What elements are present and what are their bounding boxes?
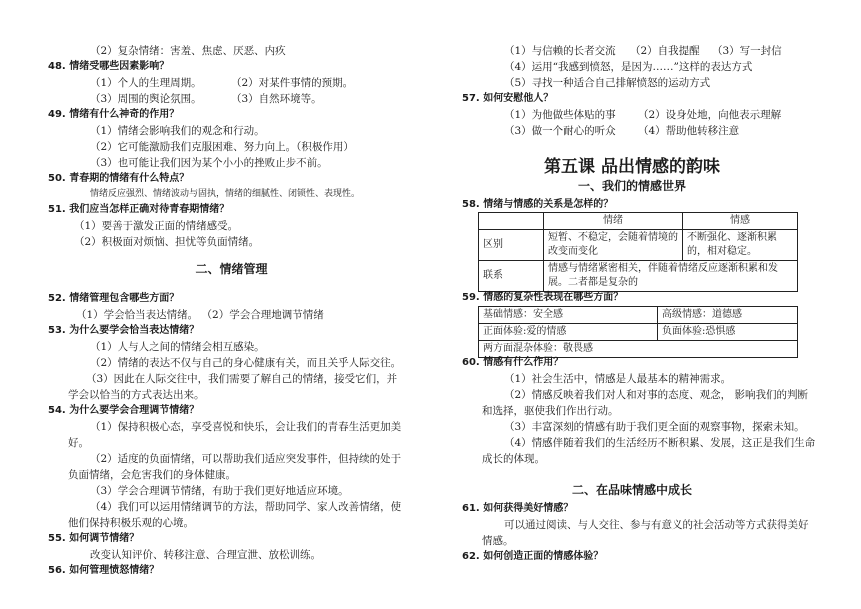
answer-line: （2）自我提醒 (630, 45, 700, 57)
table-cell (479, 213, 544, 230)
question-52: 52. 情绪管理包含哪些方面？ (48, 293, 180, 304)
answer-line: （1）社会生活中，情感是人最基本的精神需求。 (504, 373, 732, 385)
question-57: 57. 如何安慰他人？ (462, 93, 554, 104)
answer-line: （3）丰富深刻的情感有助于我们更全面的观察事物，探索未知。 (504, 421, 805, 433)
text-line: （2）复杂情绪：害羞、焦虑、厌恶、内疚 (90, 45, 286, 57)
answer-line: （1）保持积极心态，享受喜悦和快乐，会让我们的青春生活更加美 (90, 421, 402, 433)
table-cell: 正面体验:爱的情感 (479, 324, 658, 341)
lesson-title: 第五课 品出情感的韵味 (544, 157, 720, 177)
answer-line: （2）适度的负面情绪，可以帮助我们适应突发事件，但持续的处于 (90, 453, 402, 465)
answer-line: （3）学会合理调节情绪，有助于我们更好地适应环境。 (90, 485, 349, 497)
table-header: 情感 (683, 213, 798, 230)
table-header: 情绪 (544, 213, 683, 230)
table-cell: 基础情感：安全感 (479, 307, 658, 324)
answer-line: 改变认知评价、转移注意、合理宣泄、放松训练。 (90, 549, 321, 561)
answer-line: （2）设身处地，向他表示理解 (638, 109, 782, 121)
question-60: 60. 情感有什么作用？ (462, 357, 564, 368)
section-heading: 二、情绪管理 (195, 262, 268, 276)
question-62: 62. 如何创造正面的情感体验？ (462, 551, 604, 562)
table-cell: 不断强化、逐渐积累的，相对稳定。 (683, 230, 798, 261)
answer-line: （2）它可能激励我们克服困难、努力向上。（积极作用） (90, 141, 354, 153)
answer-line: 负面情绪，会危害我们的身体健康。 (68, 469, 236, 481)
table-cell: 情感与情绪紧密相关，伴随着情绪反应逐渐积累和发展。二者都是复杂的 (544, 261, 798, 292)
answer-line: （1）人与人之间的情绪会相互感染。 (90, 341, 265, 353)
answer-line: 和选择，驱使我们作出行动。 (482, 405, 619, 417)
answer-line: （5）寻找一种适合自己排解愤怒的运动方式 (504, 77, 711, 89)
answer-line: 可以通过阅读、与人交往、参与有意义的社会活动等方式获得美好 (504, 519, 809, 531)
answer-line: （4）帮助他转移注意 (638, 125, 740, 137)
answer-line: 成长的体现。 (482, 453, 545, 465)
question-55: 55. 如何调节情绪？ (48, 533, 140, 544)
answer-line: （4）情感伴随着我们的生活经历不断积累、发展，这正是我们生命 (504, 437, 816, 449)
answer-line: （1）为他做些体贴的事 (504, 109, 616, 121)
emotion-feeling-table (478, 212, 798, 292)
table-cell: 高级情感：道德感 (658, 307, 798, 324)
answer-line: 情绪反应强烈、情绪波动与固执，情绪的细腻性、闭锁性、表现性。 (90, 189, 361, 199)
question-53: 53. 为什么要学会恰当表达情绪？ (48, 325, 200, 336)
answer-line: （1）与信赖的长者交流 (504, 45, 616, 57)
answer-line: （3）因此在人际交往中，我们需要了解自己的情绪，接受它们，并 (86, 373, 398, 385)
table-row-label: 区别 (479, 230, 544, 261)
question-61: 61. 如何获得美好情感？ (462, 503, 574, 514)
answer-line: （2）情感反映着我们对人和对事的态度、观念， 影响我们的判断 (504, 389, 809, 401)
answer-line: （3）自然环境等。 (231, 93, 322, 105)
answer-line: （1）个人的生理周期。 (90, 77, 202, 89)
answer-line: 好。 (68, 437, 89, 449)
answer-line: （1）要善于激发正面的情绪感受。 (74, 220, 239, 232)
section-heading: 一、我们的情感世界 (577, 179, 686, 193)
question-54: 54. 为什么要学会合理调节情绪？ (48, 405, 200, 416)
answer-line: （4）运用“我感到愤怒，是因为……”这样的表达方式 (504, 61, 753, 73)
question-51: 51. 我们应当怎样正确对待青春期情绪？ (48, 204, 230, 215)
complexity-table (478, 306, 798, 358)
question-50: 50. 青春期的情绪有什么特点？ (48, 173, 190, 184)
answer-line: （2）对某件事情的预期。 (231, 77, 354, 89)
answer-line: （4）我们可以运用情绪调节的方法，帮助同学、家人改善情绪，使 (90, 501, 402, 513)
answer-line: 他们保持积极乐观的心境。 (68, 517, 194, 529)
answer-line: （2）情绪的表达不仅与自己的身心健康有关，而且关乎人际交往。 (90, 357, 402, 369)
answer-line: （3）周围的舆论氛围。 (90, 93, 202, 105)
answer-line: （2）积极面对烦恼、担忧等负面情绪。 (74, 236, 260, 248)
question-59: 59. 情感的复杂性表现在哪些方面？ (462, 292, 624, 303)
answer-line: （3）写一封信 (712, 45, 782, 57)
question-58: 58. 情绪与情感的关系是怎样的？ (462, 199, 614, 210)
section-heading: 二、在品味情感中成长 (571, 483, 692, 497)
question-49: 49. 情绪有什么神奇的作用？ (48, 109, 180, 120)
question-56: 56. 如何管理愤怒情绪？ (48, 565, 160, 576)
table-cell: 短暂、不稳定，会随着情境的改变而变化 (544, 230, 683, 261)
answer-line: （1）情绪会影响我们的观念和行动。 (90, 125, 265, 137)
table-row-label: 联系 (479, 261, 544, 292)
table-cell: 两方面混杂体验：敬畏感 (479, 341, 798, 358)
answer-line: （3）做一个耐心的听众 (504, 125, 616, 137)
answer-line: （1）学会恰当表达情绪。 （2）学会合理地调节情绪 (76, 309, 324, 321)
answer-line: 学会以恰当的方式表达出来。 (68, 389, 205, 401)
answer-line: （3）也可能让我们因为某个小小的挫败止步不前。 (90, 157, 328, 169)
answer-line: 情感。 (482, 535, 514, 547)
table-cell: 负面体验:恐惧感 (658, 324, 798, 341)
question-48: 48. 情绪受哪些因素影响？ (48, 61, 170, 72)
